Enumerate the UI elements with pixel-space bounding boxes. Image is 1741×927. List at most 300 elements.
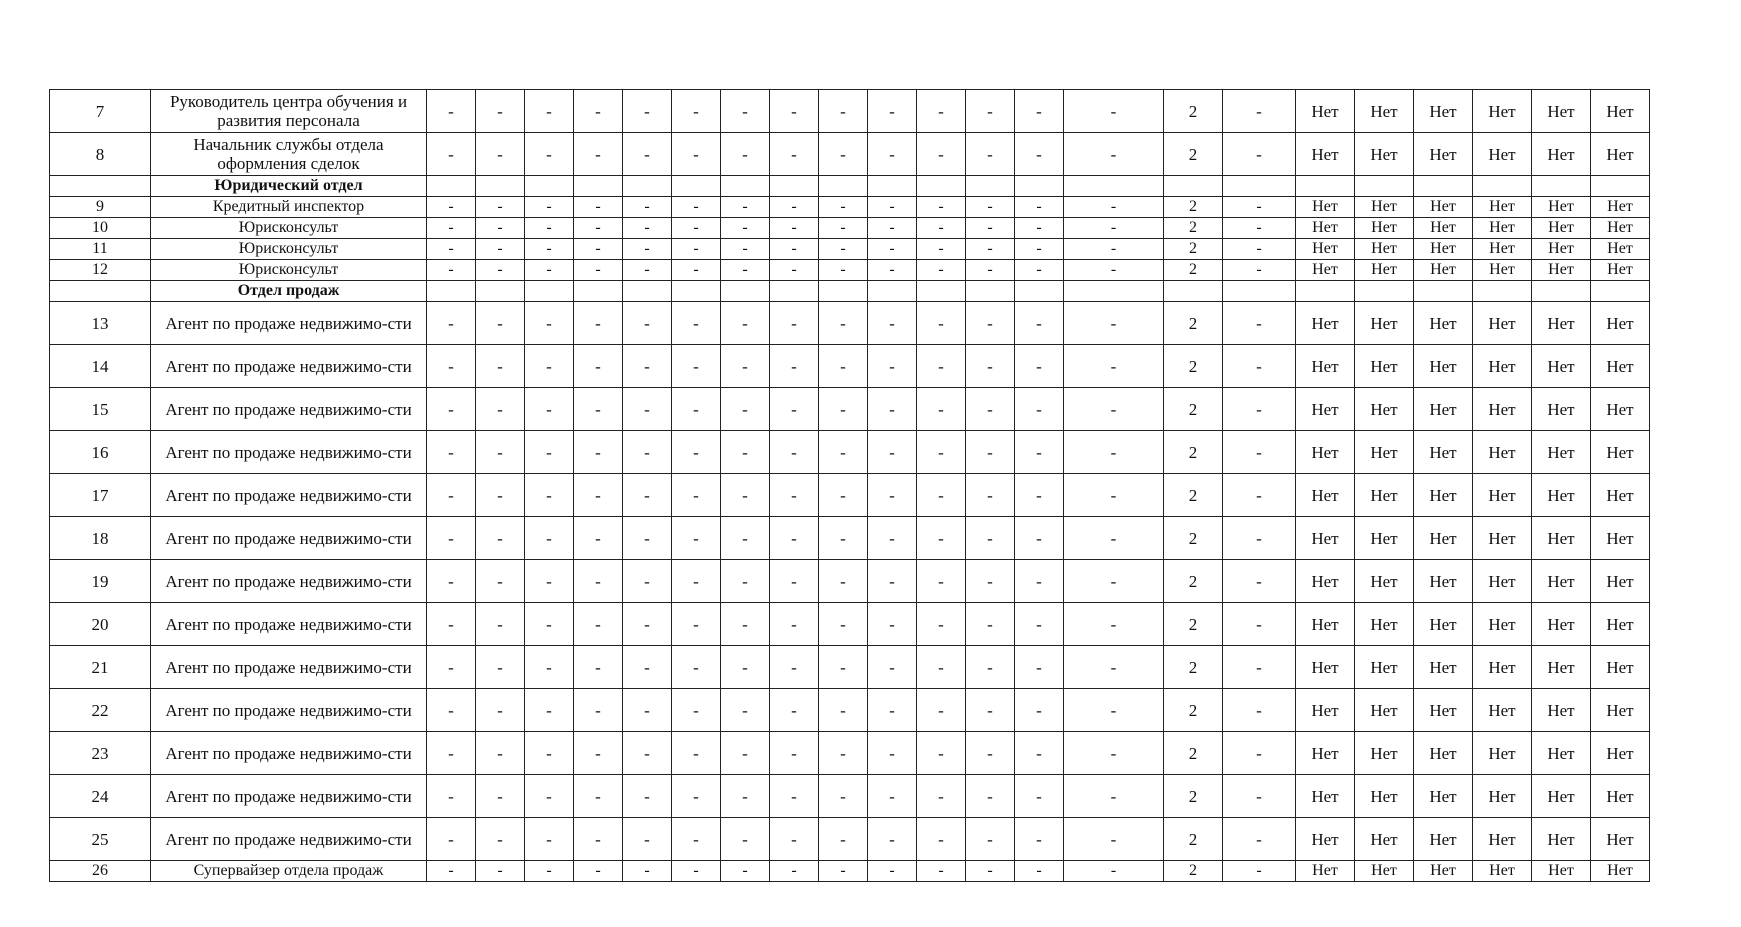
value-cell: 2 [1164,689,1223,732]
no-cell: Нет [1414,239,1473,260]
dash-cell: - [721,603,770,646]
position-name-cell: Начальник службы отдела оформления сделок [151,133,427,176]
dash-cell: - [574,302,623,345]
position-name-cell: Руководитель центра обучения и развития персонала [151,90,427,133]
dash-cell: - [672,646,721,689]
dash-cell: - [819,388,868,431]
dash-cell: - [1223,133,1296,176]
empty-cell [770,176,819,197]
no-cell: Нет [1591,90,1650,133]
no-cell: Нет [1473,474,1532,517]
dash-cell: - [1223,818,1296,861]
dash-cell: - [672,197,721,218]
dash-cell: - [1223,302,1296,345]
no-cell: Нет [1296,90,1355,133]
dash-cell: - [1064,239,1164,260]
no-cell: Нет [1532,732,1591,775]
dash-cell: - [770,775,819,818]
row-number-cell: 24 [50,775,151,818]
position-name-cell: Юрисконсульт [151,260,427,281]
dash-cell: - [1223,90,1296,133]
row-number-cell: 19 [50,560,151,603]
dash-cell: - [917,302,966,345]
dash-cell: - [868,133,917,176]
empty-cell [427,281,476,302]
dash-cell: - [427,646,476,689]
dash-cell: - [1015,775,1064,818]
dash-cell: - [1223,218,1296,239]
no-cell: Нет [1532,133,1591,176]
dash-cell: - [1064,646,1164,689]
dash-cell: - [1015,603,1064,646]
dash-cell: - [427,603,476,646]
dash-cell: - [574,775,623,818]
dash-cell: - [966,197,1015,218]
no-cell: Нет [1414,603,1473,646]
no-cell: Нет [1296,218,1355,239]
row-number-cell: 8 [50,133,151,176]
no-cell: Нет [1591,302,1650,345]
dash-cell: - [868,239,917,260]
value-cell: 2 [1164,302,1223,345]
no-cell: Нет [1591,218,1650,239]
value-cell: 2 [1164,732,1223,775]
dash-cell: - [721,218,770,239]
dash-cell: - [721,90,770,133]
dash-cell: - [1015,133,1064,176]
dash-cell: - [1223,197,1296,218]
no-cell: Нет [1414,732,1473,775]
no-cell: Нет [1355,302,1414,345]
dash-cell: - [819,302,868,345]
dash-cell: - [966,818,1015,861]
dash-cell: - [574,239,623,260]
dash-cell: - [427,861,476,882]
dash-cell: - [476,775,525,818]
no-cell: Нет [1473,517,1532,560]
dash-cell: - [917,861,966,882]
table-row [50,603,1650,646]
dash-cell: - [672,689,721,732]
dash-cell: - [1223,775,1296,818]
dash-cell: - [721,732,770,775]
dash-cell: - [427,260,476,281]
dash-cell: - [868,345,917,388]
dash-cell: - [819,474,868,517]
no-cell: Нет [1473,302,1532,345]
empty-cell [672,176,721,197]
value-cell: 2 [1164,603,1223,646]
dash-cell: - [672,345,721,388]
dash-cell: - [427,133,476,176]
dash-cell: - [1064,388,1164,431]
dash-cell: - [721,689,770,732]
value-cell: 2 [1164,517,1223,560]
no-cell: Нет [1414,197,1473,218]
dash-cell: - [868,218,917,239]
empty-cell [525,176,574,197]
no-cell: Нет [1591,646,1650,689]
empty-cell [819,176,868,197]
no-cell: Нет [1473,90,1532,133]
no-cell: Нет [1591,431,1650,474]
no-cell: Нет [1414,431,1473,474]
dash-cell: - [770,260,819,281]
dash-cell: - [966,431,1015,474]
dash-cell: - [966,689,1015,732]
dash-cell: - [868,474,917,517]
dash-cell: - [525,732,574,775]
dash-cell: - [1064,302,1164,345]
dash-cell: - [721,517,770,560]
row-number-cell: 21 [50,646,151,689]
empty-cell [1414,281,1473,302]
dash-cell: - [868,197,917,218]
dash-cell: - [476,197,525,218]
dash-cell: - [966,260,1015,281]
no-cell: Нет [1414,90,1473,133]
row-number-cell: 17 [50,474,151,517]
dash-cell: - [1223,517,1296,560]
no-cell: Нет [1414,345,1473,388]
dash-cell: - [917,431,966,474]
dash-cell: - [623,732,672,775]
no-cell: Нет [1473,689,1532,732]
dash-cell: - [476,517,525,560]
table-body [50,90,1650,882]
dash-cell: - [427,218,476,239]
position-name-cell: Агент по продаже недвижимо-сти [151,732,427,775]
value-cell: 2 [1164,431,1223,474]
dash-cell: - [770,388,819,431]
dash-cell: - [868,603,917,646]
no-cell: Нет [1591,560,1650,603]
dash-cell: - [525,345,574,388]
dash-cell: - [917,732,966,775]
dash-cell: - [1015,474,1064,517]
empty-cell [917,281,966,302]
dash-cell: - [966,861,1015,882]
empty-cell [525,281,574,302]
no-cell: Нет [1591,861,1650,882]
dash-cell: - [672,560,721,603]
dash-cell: - [1015,560,1064,603]
dash-cell: - [819,689,868,732]
empty-cell [672,281,721,302]
dash-cell: - [868,90,917,133]
no-cell: Нет [1414,517,1473,560]
dash-cell: - [525,603,574,646]
dash-cell: - [476,239,525,260]
position-name-cell: Агент по продаже недвижимо-сти [151,302,427,345]
table-row [50,302,1650,345]
no-cell: Нет [1532,302,1591,345]
no-cell: Нет [1296,239,1355,260]
no-cell: Нет [1591,345,1650,388]
dash-cell: - [623,90,672,133]
dash-cell: - [525,517,574,560]
position-name-cell: Агент по продаже недвижимо-сти [151,388,427,431]
row-number-cell: 7 [50,90,151,133]
position-name-cell: Агент по продаже недвижимо-сти [151,775,427,818]
table-row [50,732,1650,775]
dash-cell: - [574,345,623,388]
dash-cell: - [476,732,525,775]
dash-cell: - [525,388,574,431]
dash-cell: - [1015,260,1064,281]
dash-cell: - [917,689,966,732]
no-cell: Нет [1473,775,1532,818]
dash-cell: - [868,302,917,345]
no-cell: Нет [1414,646,1473,689]
value-cell: 2 [1164,646,1223,689]
dash-cell: - [672,603,721,646]
dash-cell: - [868,689,917,732]
row-number-cell: 11 [50,239,151,260]
no-cell: Нет [1355,689,1414,732]
no-cell: Нет [1532,818,1591,861]
position-name-cell: Агент по продаже недвижимо-сти [151,818,427,861]
dash-cell: - [721,260,770,281]
dash-cell: - [525,689,574,732]
dash-cell: - [1223,560,1296,603]
table-row [50,218,1650,239]
dash-cell: - [770,302,819,345]
no-cell: Нет [1296,302,1355,345]
dash-cell: - [525,302,574,345]
dash-cell: - [525,560,574,603]
no-cell: Нет [1355,732,1414,775]
dash-cell: - [476,431,525,474]
position-name-cell: Агент по продаже недвижимо-сти [151,345,427,388]
dash-cell: - [819,818,868,861]
empty-cell [1355,281,1414,302]
empty-cell [1532,281,1591,302]
dash-cell: - [770,646,819,689]
dash-cell: - [966,732,1015,775]
dash-cell: - [1015,431,1064,474]
dash-cell: - [1015,388,1064,431]
dash-cell: - [427,732,476,775]
dash-cell: - [672,90,721,133]
dash-cell: - [672,732,721,775]
dash-cell: - [868,517,917,560]
dash-cell: - [868,775,917,818]
dash-cell: - [574,861,623,882]
empty-cell [1223,281,1296,302]
dash-cell: - [721,646,770,689]
no-cell: Нет [1591,775,1650,818]
dash-cell: - [721,133,770,176]
dash-cell: - [427,775,476,818]
dash-cell: - [574,133,623,176]
no-cell: Нет [1355,646,1414,689]
dash-cell: - [721,818,770,861]
dash-cell: - [770,603,819,646]
dash-cell: - [1064,517,1164,560]
no-cell: Нет [1532,689,1591,732]
row-number-cell: 15 [50,388,151,431]
value-cell: 2 [1164,345,1223,388]
no-cell: Нет [1591,603,1650,646]
dash-cell: - [966,302,1015,345]
no-cell: Нет [1296,260,1355,281]
dash-cell: - [476,302,525,345]
dash-cell: - [476,689,525,732]
dash-cell: - [525,646,574,689]
value-cell: 2 [1164,133,1223,176]
no-cell: Нет [1591,197,1650,218]
dash-cell: - [672,474,721,517]
no-cell: Нет [1591,388,1650,431]
row-number-cell: 22 [50,689,151,732]
empty-cell [1064,281,1164,302]
dash-cell: - [623,474,672,517]
dash-cell: - [1064,560,1164,603]
dash-cell: - [1064,474,1164,517]
dash-cell: - [819,239,868,260]
dash-cell: - [623,218,672,239]
dash-cell: - [574,689,623,732]
dash-cell: - [966,388,1015,431]
value-cell: 2 [1164,90,1223,133]
no-cell: Нет [1591,517,1650,560]
no-cell: Нет [1296,388,1355,431]
no-cell: Нет [1355,517,1414,560]
row-number-cell: 23 [50,732,151,775]
dash-cell: - [917,197,966,218]
no-cell: Нет [1473,560,1532,603]
no-cell: Нет [1532,431,1591,474]
no-cell: Нет [1591,818,1650,861]
dash-cell: - [770,133,819,176]
empty-cell [574,176,623,197]
no-cell: Нет [1296,474,1355,517]
dash-cell: - [623,239,672,260]
row-number-cell: 20 [50,603,151,646]
no-cell: Нет [1414,218,1473,239]
dash-cell: - [623,603,672,646]
dash-cell: - [427,345,476,388]
dash-cell: - [623,388,672,431]
dash-cell: - [525,218,574,239]
dash-cell: - [770,90,819,133]
dash-cell: - [819,603,868,646]
position-name-cell: Агент по продаже недвижимо-сти [151,517,427,560]
empty-cell [1296,281,1355,302]
dash-cell: - [427,517,476,560]
dash-cell: - [574,603,623,646]
position-name-cell: Агент по продаже недвижимо-сти [151,474,427,517]
dash-cell: - [623,431,672,474]
no-cell: Нет [1532,260,1591,281]
dash-cell: - [819,775,868,818]
dash-cell: - [917,90,966,133]
no-cell: Нет [1355,133,1414,176]
no-cell: Нет [1532,218,1591,239]
dash-cell: - [574,560,623,603]
no-cell: Нет [1355,431,1414,474]
dash-cell: - [770,818,819,861]
dash-cell: - [427,474,476,517]
dash-cell: - [476,388,525,431]
dash-cell: - [721,775,770,818]
no-cell: Нет [1355,345,1414,388]
dash-cell: - [623,133,672,176]
empty-cell [1164,176,1223,197]
no-cell: Нет [1532,775,1591,818]
dash-cell: - [770,560,819,603]
dash-cell: - [525,133,574,176]
dash-cell: - [917,603,966,646]
dash-cell: - [1064,775,1164,818]
dash-cell: - [966,90,1015,133]
no-cell: Нет [1355,861,1414,882]
dash-cell: - [476,474,525,517]
dash-cell: - [1015,90,1064,133]
table-row [50,388,1650,431]
dash-cell: - [819,260,868,281]
dash-cell: - [476,646,525,689]
section-row [50,281,1650,302]
dash-cell: - [623,260,672,281]
table-row [50,861,1650,882]
row-number-cell [50,281,151,302]
dash-cell: - [770,517,819,560]
dash-cell: - [966,603,1015,646]
row-number-cell: 26 [50,861,151,882]
no-cell: Нет [1532,239,1591,260]
dash-cell: - [770,474,819,517]
dash-cell: - [476,560,525,603]
dash-cell: - [868,560,917,603]
no-cell: Нет [1532,90,1591,133]
dash-cell: - [1015,302,1064,345]
dash-cell: - [1015,861,1064,882]
no-cell: Нет [1473,133,1532,176]
no-cell: Нет [1473,388,1532,431]
no-cell: Нет [1473,603,1532,646]
section-row [50,176,1650,197]
empty-cell [966,281,1015,302]
no-cell: Нет [1473,218,1532,239]
dash-cell: - [623,689,672,732]
empty-cell [1355,176,1414,197]
table-row [50,646,1650,689]
dash-cell: - [623,775,672,818]
empty-cell [1296,176,1355,197]
no-cell: Нет [1473,818,1532,861]
position-name-cell: Агент по продаже недвижимо-сти [151,560,427,603]
dash-cell: - [1064,603,1164,646]
no-cell: Нет [1355,218,1414,239]
position-name-cell: Агент по продаже недвижимо-сти [151,603,427,646]
value-cell: 2 [1164,260,1223,281]
dash-cell: - [868,646,917,689]
no-cell: Нет [1355,388,1414,431]
dash-cell: - [1064,431,1164,474]
position-name-cell: Юрисконсульт [151,239,427,260]
dash-cell: - [966,775,1015,818]
dash-cell: - [917,345,966,388]
empty-cell [770,281,819,302]
dash-cell: - [868,388,917,431]
no-cell: Нет [1532,603,1591,646]
dash-cell: - [574,517,623,560]
table-row [50,345,1650,388]
dash-cell: - [476,218,525,239]
dash-cell: - [917,218,966,239]
